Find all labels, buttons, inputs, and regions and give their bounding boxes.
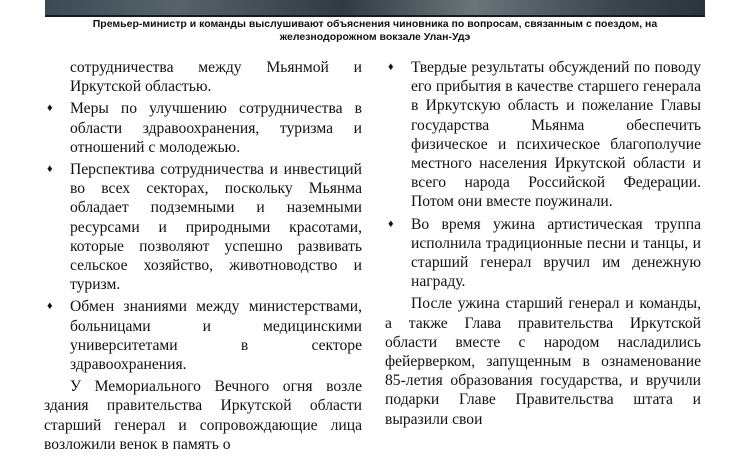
caption-line-2: железнодорожном вокзале Улан-Удэ: [279, 30, 471, 43]
bullet-text: Перспектива сотрудничества и инвестиций во всех секторах, поскольку Мьянма обладает подземными и наземными ресурсами и природными красотами, которые позволяют успешно развивать сельское хозяйство, животноводство и туризм.: [70, 161, 362, 294]
diamond-bullet-icon: ♦: [47, 163, 53, 176]
diamond-bullet-icon: ♦: [47, 300, 53, 313]
photo-bottom-edge: [45, 0, 705, 17]
continued-text: сотрудничества между Мьянмой и Иркутской областью.: [70, 59, 362, 96]
body-paragraph: После ужина старший генерал и команды, а также Глава правительства Иркутской области вместе с народом насладились фейерверком, запущенным в ознаменование 85-летия образования государства, и вручили подарки Главе Правительства штата и выразили свои: [385, 295, 701, 428]
left-column: [44, 58, 362, 458]
right-column: [385, 58, 701, 433]
bullet-text: Обмен знаниями между министерствами, больницами и медицинскими университетами в секторе здравоохранения.: [70, 298, 362, 374]
bullet-item: [385, 58, 701, 212]
caption-line-1: Премьер-министр и команды выслушивают объяснения чиновника по вопросам, связанным с поездом, на: [92, 18, 658, 30]
diamond-bullet-icon: ♦: [388, 61, 394, 73]
bullet-item: [44, 99, 362, 157]
diamond-bullet-icon: ♦: [388, 217, 394, 230]
bullet-item: [385, 215, 701, 292]
bullet-item: [44, 160, 362, 294]
bullet-text: Меры по улучшению сотрудничества в области здравоохранения, туризма и отношений с молодежью.: [70, 100, 362, 156]
photo-caption: [40, 18, 710, 43]
diamond-bullet-icon: ♦: [47, 102, 53, 115]
bullet-text: Твердые результаты обсуждений по поводу его прибытия в качестве старшего генерала в Иркутскую область и пожелание Главы государства Мьянма обеспечить физическое и психическое благополучие местного населения Иркутской области и всего народа Российской Федерации. Потом они вместе поужинали.: [411, 59, 701, 211]
bullet-item: [44, 297, 362, 374]
bullet-text: Во время ужина артистическая труппа исполнила традиционные песни и танцы, и старший генерал вручил им денежную награду.: [411, 215, 701, 291]
body-paragraph: У Мемориального Вечного огня возле здания правительства Иркутской области старший генерал и сопровождающие лица возложили венок в память о: [44, 378, 362, 453]
